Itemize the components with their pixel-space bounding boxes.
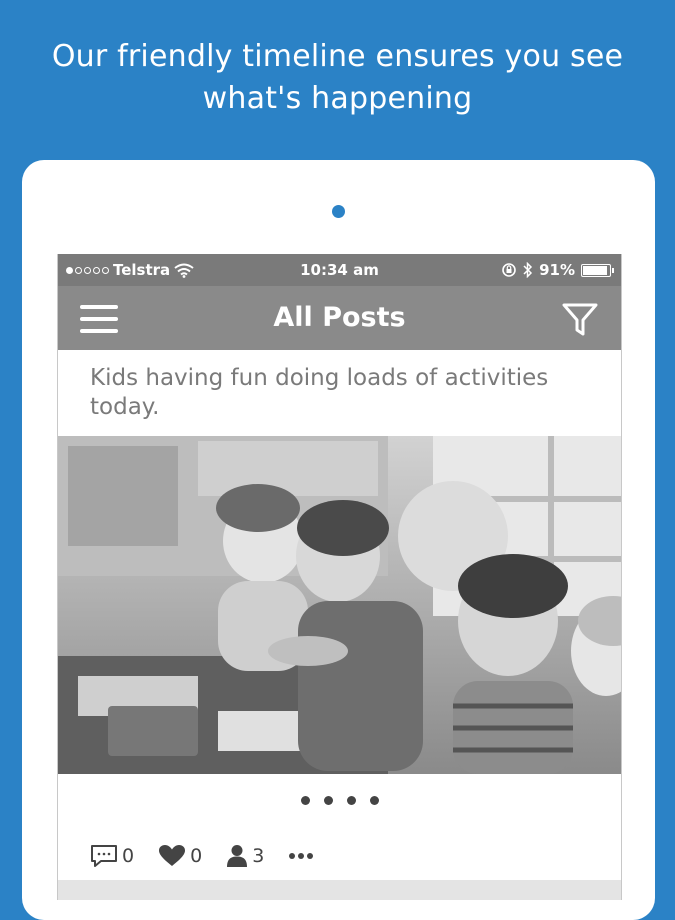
pager-dot[interactable] xyxy=(370,796,379,805)
viewers-action[interactable] xyxy=(226,844,264,868)
post-photo[interactable] xyxy=(58,436,621,774)
more-options[interactable] xyxy=(288,852,318,860)
status-bar xyxy=(58,254,621,286)
headline-line-2: what's happening xyxy=(202,81,473,116)
camera-dot xyxy=(332,205,345,218)
comment-count: 0 xyxy=(122,845,135,867)
carrier-name: Telstra xyxy=(113,261,171,279)
pager-dot[interactable] xyxy=(301,796,310,805)
headline-line-1: Our friendly timeline ensures you see xyxy=(51,39,624,74)
person-icon xyxy=(226,844,248,868)
photo-pager[interactable] xyxy=(58,796,621,805)
pager-dot[interactable] xyxy=(324,796,333,805)
app-screen xyxy=(57,254,622,900)
post-actions xyxy=(90,844,342,868)
status-right xyxy=(501,261,611,279)
rotation-lock-icon xyxy=(501,262,517,278)
post-text: Kids having fun doing loads of activities today. xyxy=(90,365,549,420)
pager-dot[interactable] xyxy=(347,796,356,805)
like-action[interactable] xyxy=(158,844,202,868)
page-title: All Posts xyxy=(273,302,406,333)
more-icon xyxy=(288,852,314,860)
nav-bar xyxy=(58,286,621,350)
promo-headline xyxy=(0,36,675,120)
viewer-count: 3 xyxy=(252,845,265,867)
comment-action[interactable] xyxy=(90,844,134,868)
status-time: 10:34 am xyxy=(300,261,379,279)
filter-icon[interactable] xyxy=(561,300,599,338)
like-count: 0 xyxy=(190,845,203,867)
battery-percent: 91% xyxy=(539,261,575,279)
bluetooth-icon xyxy=(523,262,533,278)
heart-icon xyxy=(158,844,186,868)
battery-icon xyxy=(581,264,611,277)
next-post-divider xyxy=(58,880,621,900)
battery-fill xyxy=(583,266,607,275)
comment-icon xyxy=(90,844,118,868)
photo-illustration xyxy=(58,436,621,774)
